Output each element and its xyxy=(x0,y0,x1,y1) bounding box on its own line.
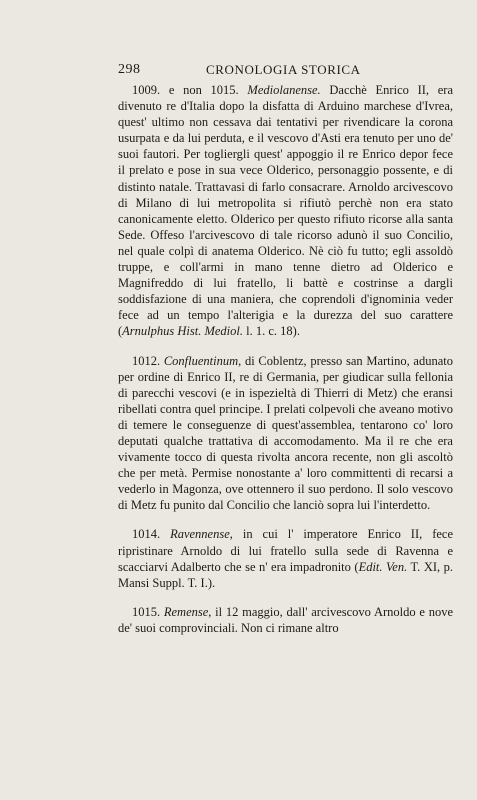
council-entry-1014 xyxy=(118,526,453,590)
entry-year: 1009. xyxy=(132,83,161,97)
council-entry-1009 xyxy=(118,82,453,340)
entry-text: , di Coblentz, presso san Martino, adunato per ordine di Enrico II, re di Germania, per giudicar sulla fellonia di parecchi vescovi (e in ispezieltà di Thierri di Metz) che eransi ribellati contra quel principe. I prelati colpevoli che aveano motivo di temere le conseguenze di quest'assemblea, tentarono co' loro deputati qualche trattativa di accomodamento. Ma il re che era vivamente tocco di questa rivolta ancora recente, non gli ascoltò che per metà. Permise nonostante a' loro committenti di recarsi a vederlo in Magonza, ove ottennero il suo perdono. Il solo vescovo di Metz fu punito dal Concilio che lanciò sopra lui l'interdetto. xyxy=(118,353,454,513)
entry-year: 1015. xyxy=(132,604,161,619)
entry-spacer xyxy=(118,513,453,526)
entry-citation: Arnulphus Hist. Mediol. xyxy=(122,324,244,339)
council-entry-1015 xyxy=(118,604,453,636)
entry-paragraph xyxy=(118,82,453,340)
council-name: Confluentinum xyxy=(163,353,239,368)
council-name: Mediolanense. xyxy=(247,83,321,97)
entry-paragraph xyxy=(118,604,453,636)
entry-text: , il 12 maggio, dall' arcivescovo Arnoldo e nove de' suoi comprovinciali. Non ci rimane altro xyxy=(118,604,453,635)
entry-spacer xyxy=(118,340,453,353)
entry-text: Dacchè Enrico II, era divenuto re d'Italia dopo la disfatta di Arduino marchese d'Ivrea, quest' ultimo non cessava dai tentativi per rivendicare la corona usurpata e da lui perduta, e il vescovo d'Asti era tenuto per uno de' suoi fautori. Per togliergli quest' appoggio il re Enrico depor fece il prelato e pose in sua vece Olderico, personaggio possente, e di distinto natale. Trattavasi di farlo consacrare. Arnoldo arcivescovo di Milano di lui metropolita si rifiutò perchè non era stato canonicamente eletto. Olderico per questo rifiuto ricorse alla santa Sede. Offeso l'arcivescovo di tale ricorso adunò il suo Concilio, nel quale colpì di anatema Olderico. Nè ciò fu tutto; egli assoldò truppe, e coll'armi in mano tenne dietro ad Olderico e Magnifreddo di lui fratello, li battè e costrinse a dargli soddisfazione di una maniera, che coprendoli d'ignominia veder fece ad un tempo l'alterigia e la durezza del suo carattere ( xyxy=(118,83,453,339)
page-body xyxy=(118,82,453,636)
page-number: 298 xyxy=(118,62,141,77)
entry-tail: T. XI, p. Mansi Suppl. T. I.). xyxy=(118,559,454,590)
entry-text: , in cui l' imperatore Enrico II, fece ripristinare Arnoldo di lui fratello sulla sede di Ravenna e scacciarvi Adalberto che se n' era impadronito ( xyxy=(118,527,453,574)
entry-citation: Edit. Ven. xyxy=(358,559,408,574)
council-name: Remense xyxy=(163,604,209,619)
entry-lead xyxy=(160,527,170,541)
entry-paragraph xyxy=(118,353,453,514)
entry-year: 1014. xyxy=(132,527,161,542)
council-name: Ravennense xyxy=(170,527,230,542)
entry-year: 1012. xyxy=(132,353,161,368)
entry-paragraph xyxy=(118,526,453,590)
entry-tail: l. 1. c. 18). xyxy=(243,324,300,339)
entry-lead: e non 1015. xyxy=(160,83,248,97)
entry-spacer xyxy=(118,591,453,604)
running-title: CRONOLOGIA STORICA xyxy=(206,62,361,77)
council-entry-1012 xyxy=(118,353,453,514)
page-header xyxy=(118,62,437,78)
